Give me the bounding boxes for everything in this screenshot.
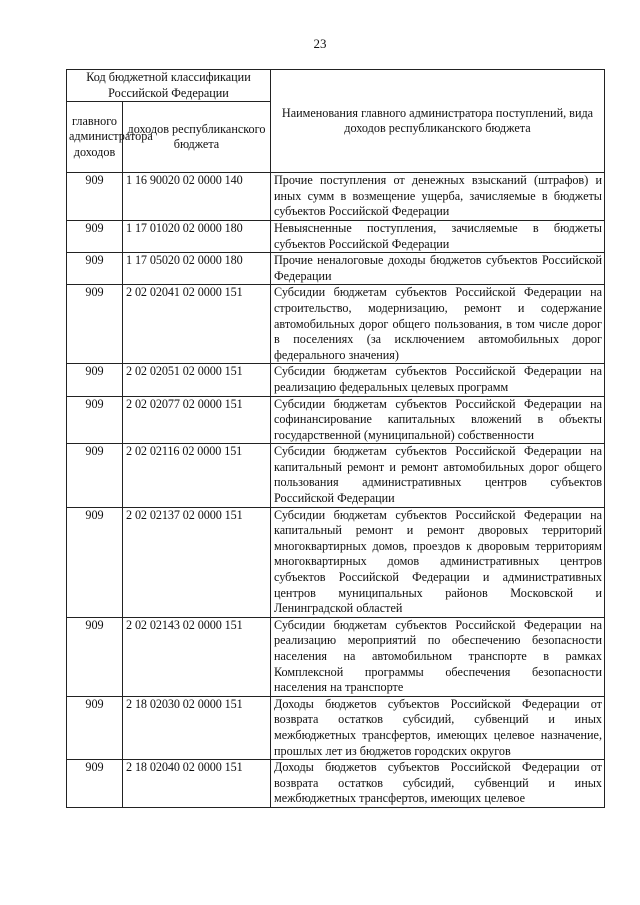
table-row <box>67 760 605 808</box>
table-row <box>67 220 605 252</box>
row-admin-code: 909 <box>67 617 123 696</box>
table-row <box>67 617 605 696</box>
row-admin-code: 909 <box>67 760 123 808</box>
row-classification-code: 2 02 02041 02 0000 151 <box>123 285 271 364</box>
header-income-column: доходов республиканского бюджета <box>123 102 271 173</box>
table-header-row <box>67 70 605 102</box>
table-row <box>67 364 605 396</box>
row-name: Прочие неналоговые доходы бюджетов субъектов Российской Федерации <box>271 253 605 285</box>
header-name-column: Наименования главного администратора поступлений, вида доходов республиканского бюджета <box>271 70 605 173</box>
row-admin-code: 909 <box>67 220 123 252</box>
row-classification-code: 2 02 02077 02 0000 151 <box>123 396 271 444</box>
table-row <box>67 285 605 364</box>
table-row <box>67 444 605 507</box>
row-name: Субсидии бюджетам субъектов Российской Федерации на софинансирование капитальных вложений в объекты государственной (муниципальной) собственности <box>271 396 605 444</box>
row-classification-code: 1 17 01020 02 0000 180 <box>123 220 271 252</box>
header-admin-column: главного администратора доходов <box>67 102 123 173</box>
row-admin-code: 909 <box>67 173 123 221</box>
row-classification-code: 1 16 90020 02 0000 140 <box>123 173 271 221</box>
row-name: Субсидии бюджетам субъектов Российской Федерации на реализацию федеральных целевых программ <box>271 364 605 396</box>
row-classification-code: 1 17 05020 02 0000 180 <box>123 253 271 285</box>
row-admin-code: 909 <box>67 396 123 444</box>
row-admin-code: 909 <box>67 364 123 396</box>
row-classification-code: 2 02 02051 02 0000 151 <box>123 364 271 396</box>
row-admin-code: 909 <box>67 507 123 617</box>
row-name: Доходы бюджетов субъектов Российской Федерации от возврата остатков субсидий, субвенций и иных межбюджетных трансфертов, имеющих целевое <box>271 760 605 808</box>
row-admin-code: 909 <box>67 285 123 364</box>
table-row <box>67 507 605 617</box>
row-classification-code: 2 02 02116 02 0000 151 <box>123 444 271 507</box>
row-admin-code: 909 <box>67 696 123 759</box>
table-row <box>67 696 605 759</box>
table-row <box>67 173 605 221</box>
row-name: Субсидии бюджетам субъектов Российской Федерации на строительство, модернизацию, ремонт и содержание автомобильных дорог общего пользования, в том числе дорог в поселениях (за исключением автомобильных дорог федерального значения) <box>271 285 605 364</box>
row-classification-code: 2 18 02040 02 0000 151 <box>123 760 271 808</box>
budget-classification-table <box>66 69 605 808</box>
row-classification-code: 2 02 02143 02 0000 151 <box>123 617 271 696</box>
row-name: Субсидии бюджетам субъектов Российской Федерации на реализацию мероприятий по обеспечению безопасности населения на автомобильном транспорте в рамках Комплексной программы обеспечения безопасности населения на транспорте <box>271 617 605 696</box>
row-name: Невыясненные поступления, зачисляемые в бюджеты субъектов Российской Федерации <box>271 220 605 252</box>
table-row <box>67 253 605 285</box>
row-classification-code: 2 18 02030 02 0000 151 <box>123 696 271 759</box>
row-name: Субсидии бюджетам субъектов Российской Федерации на капитальный ремонт и ремонт автомобильных дорог общего пользования административных центров субъектов Российской Федерации <box>271 444 605 507</box>
table-row <box>67 396 605 444</box>
header-group-title: Код бюджетной классификации Российской Федерации <box>67 70 271 102</box>
row-admin-code: 909 <box>67 253 123 285</box>
row-name: Прочие поступления от денежных взысканий (штрафов) и иных сумм в возмещение ущерба, зачисляемые в бюджеты субъектов Российской Федерации <box>271 173 605 221</box>
page-number: 23 <box>313 36 327 51</box>
row-admin-code: 909 <box>67 444 123 507</box>
row-name: Субсидии бюджетам субъектов Российской Федерации на капитальный ремонт и ремонт дворовых территорий многоквартирных домов, проездов к дворовым территориям многоквартирных домов административных центров субъектов Российской Федерации и административных центров муниципальных районов Московской и Ленинградской областей <box>271 507 605 617</box>
row-classification-code: 2 02 02137 02 0000 151 <box>123 507 271 617</box>
row-name: Доходы бюджетов субъектов Российской Федерации от возврата остатков субсидий, субвенций и иных межбюджетных трансфертов, имеющих целевое назначение, прошлых лет из бюджетов городских округов <box>271 696 605 759</box>
